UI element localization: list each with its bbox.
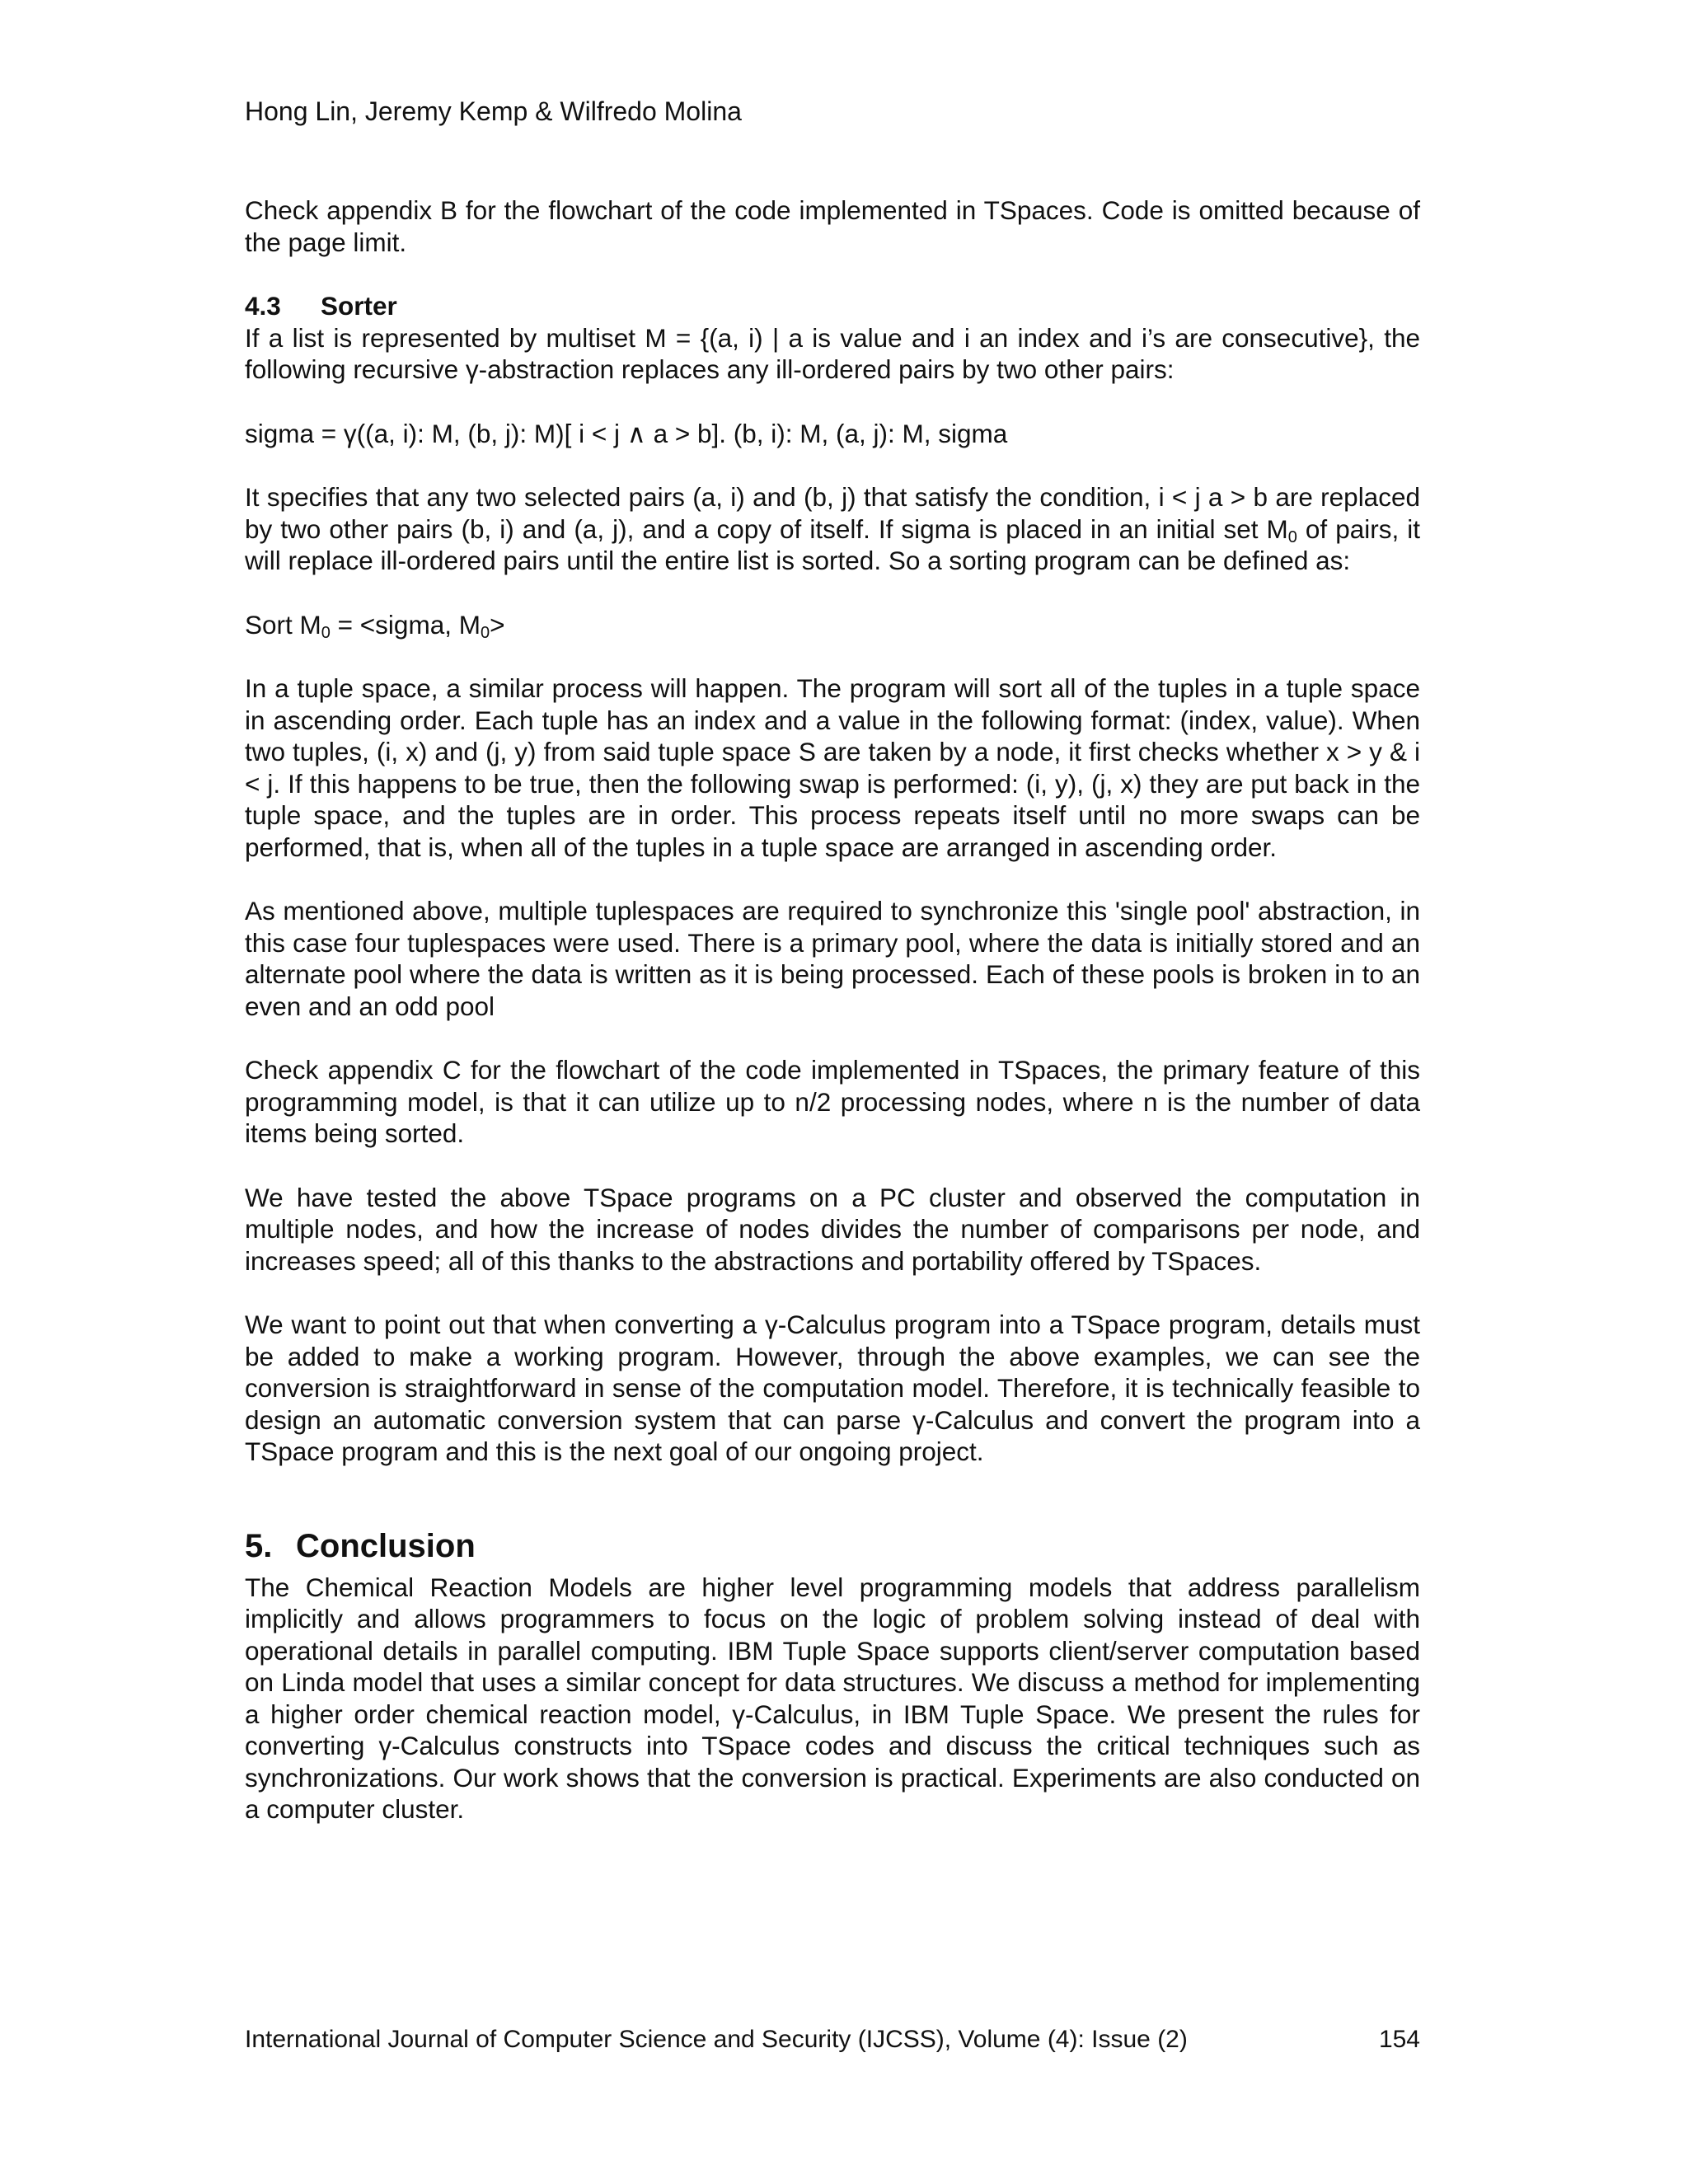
paragraph-appendix-b: Check appendix B for the flowchart of the code implemented in TSpaces. Code is omitted because of the page limit.: [245, 195, 1420, 257]
paragraph-tested: We have tested the above TSpace programs on a PC cluster and observed the computation in multiple nodes, and how the increase of nodes divides the number of comparisons per node, and increases speed; all of this thanks to the abstractions and portability offered by TSpaces.: [245, 1182, 1420, 1276]
formula-sigma: sigma = γ((a, i): M, (b, j): M)[ i < j ∧ a > b]. (b, i): M, (a, j): M, sigma: [245, 418, 1008, 448]
paragraph-tuple-space: In a tuple space, a similar process will happen. The program will sort all of the tuples in a tuple space in ascending order. Each tuple has an index and a value in the following format: (index, value). When two tuples, (i, x) and (j, y) from said tuple space S are taken by a node, it first checks whether x > y & i < j. If this happens to be true, then the following swap is performed: (i, y), (j, x) they are put back in the tuple space, and the tuples are in order. This process repeats itself until no more swaps can be performed, that is, when all of the tuples in a tuple space are arranged in ascending order.: [245, 673, 1420, 862]
subscript-zero: 0: [321, 623, 331, 642]
subscript-zero: 0: [1287, 527, 1297, 546]
section-heading-conclusion: [245, 1526, 1420, 1567]
formula-sort: [245, 609, 1420, 641]
formula-sort-text-2: = <sigma, M: [330, 609, 481, 640]
paragraph-specifies: [245, 481, 1420, 577]
paragraph-tuplespaces: As mentioned above, multiple tuplespaces are required to synchronize this 'single pool' abstraction, in this case four tuplespaces were used. There is a primary pool, where the data is initially stored and an alternate pool where the data is written as it is being processed. Each of these pools is broken in to an even and an odd pool: [245, 896, 1420, 1021]
formula-sort-text-3: >: [490, 609, 505, 640]
page-footer: [245, 2024, 1420, 2055]
subscript-zero: 0: [480, 623, 490, 642]
page-body: [245, 194, 1420, 1825]
page-number: 154: [1378, 2026, 1420, 2053]
formula-sort-text-1: Sort M: [245, 609, 321, 640]
section-title: Conclusion: [296, 1527, 476, 1564]
paragraph-appendix-c: Check appendix C for the flowchart of the code implemented in TSpaces, the primary feature of this programming model, is that it can utilize up to n/2 processing nodes, where n is the number of data items being sorted.: [245, 1055, 1420, 1148]
paragraph-specifies-text-1: It specifies that any two selected pairs (a, i) and (b, j) that satisfy the condition, i < j a > b are replaced by two other pairs (b, i) and (a, j), and a copy of itself. If sigma is placed in an initial set M: [245, 482, 1420, 544]
subsection-title: Sorter: [321, 291, 397, 321]
running-head-authors: Hong Lin, Jeremy Kemp & Wilfredo Molina: [245, 96, 742, 126]
section-number: 5.: [245, 1527, 273, 1564]
footer-journal: International Journal of Computer Science and Security (IJCSS), Volume (4): Issue (2): [245, 2026, 1188, 2053]
paragraph-conclusion: The Chemical Reaction Models are higher level programming models that address parallelism implicitly and allows programmers to focus on the logic of problem solving instead of deal with operational details in parallel computing. IBM Tuple Space supports client/server computation based on Linda model that uses a similar concept for data structures. We discuss a method for implementing a higher order chemical reaction model, γ-Calculus, in IBM Tuple Space. We present the rules for converting γ-Calculus constructs into TSpace codes and discuss the critical techniques such as synchronizations. Our work shows that the conversion is practical. Experiments are also conducted on a computer cluster.: [245, 1572, 1420, 1824]
paragraph-multiset: If a list is represented by multiset M = {(a, i) | a is value and i an index and i’s are consecutive}, the following recursive γ-abstraction replaces any ill-ordered pairs by two other pairs:: [245, 322, 1420, 384]
subsection-number: 4.3: [245, 291, 281, 321]
subsection-heading-sorter: [245, 290, 1420, 322]
paragraph-point-out: We want to point out that when converting a γ-Calculus program into a TSpace program, details must be added to make a working program. However, through the above examples, we can see the conversion is straightforward in sense of the computation model. Therefore, it is technically feasible to design an automatic conversion system that can parse γ-Calculus and convert the program into a TSpace program and this is the next goal of our ongoing project.: [245, 1310, 1420, 1466]
paragraph-specifies-text-2: of pairs, it will replace ill-ordered pairs until the entire list is sorted. So a sorting program can be defined as:: [245, 513, 1420, 575]
